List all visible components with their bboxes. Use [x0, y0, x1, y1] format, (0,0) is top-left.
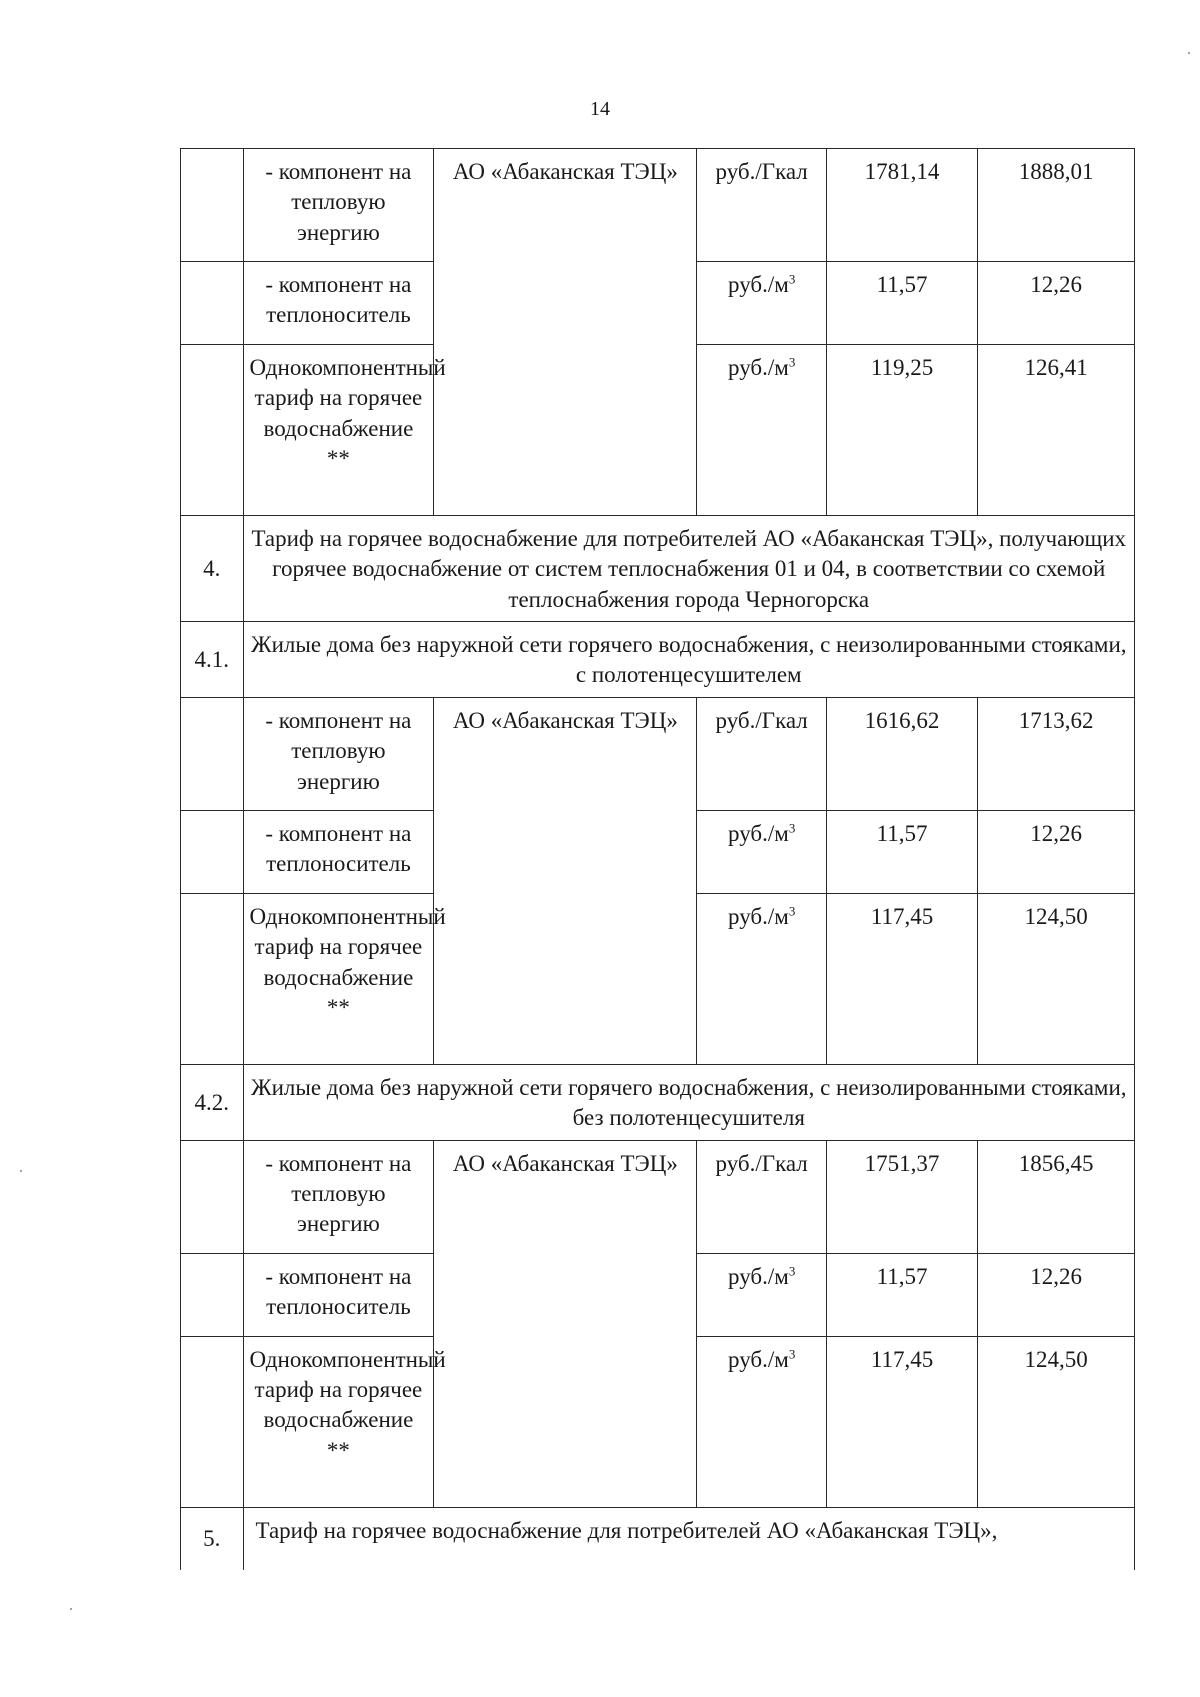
- table-row: [181, 1140, 1135, 1253]
- tariff-value-1: 119,25: [826, 345, 977, 516]
- unit-cell: [697, 810, 826, 893]
- unit-base: руб./м: [728, 1346, 789, 1372]
- unit-base: руб./м: [728, 820, 789, 846]
- unit-base: руб./м: [728, 355, 789, 380]
- section-title: Тариф на горячее водоснабжение для потребителей АО «Абаканская ТЭЦ»,: [243, 1507, 1135, 1570]
- section-number: 4.1.: [181, 622, 244, 698]
- tariff-value-1: 1616,62: [826, 697, 977, 810]
- tariff-value-1: 1751,37: [826, 1140, 977, 1253]
- tariff-value-1: 11,57: [826, 262, 977, 345]
- unit-exponent: 3: [788, 1262, 796, 1278]
- tariff-value-2: 126,41: [978, 345, 1135, 516]
- page-number: 14: [590, 98, 610, 120]
- section-row: [181, 1507, 1135, 1570]
- single-tariff-label: Однокомпонентный тариф на горячее водоснабжение **: [243, 345, 434, 516]
- scan-speck: [1188, 52, 1190, 54]
- number-cell: [181, 810, 244, 893]
- unit-base: руб./м: [728, 272, 789, 297]
- tariff-value-2: 12,26: [978, 262, 1135, 345]
- tariff-value-1: 11,57: [826, 810, 977, 893]
- unit-exponent: 3: [788, 354, 796, 370]
- tariff-table: [180, 148, 1135, 1570]
- number-cell: [181, 1140, 244, 1253]
- component-carrier-label: - компонент на теплоноситель: [243, 1253, 434, 1336]
- number-cell: [181, 1336, 244, 1507]
- tariff-value-1: 11,57: [826, 1253, 977, 1336]
- tariff-value-2: 124,50: [978, 1336, 1135, 1507]
- component-carrier-label: - компонент на теплоноситель: [243, 262, 434, 345]
- section-row: [181, 516, 1135, 622]
- scan-speck: [20, 1170, 22, 1172]
- unit-cell: руб./Гкал: [697, 1140, 826, 1253]
- unit-exponent: 3: [788, 271, 796, 287]
- unit-cell: [697, 1253, 826, 1336]
- organization-cell: АО «Абаканская ТЭЦ»: [434, 1140, 697, 1507]
- component-heat-label: - компонент на тепловую энергию: [243, 697, 434, 810]
- single-tariff-label: Однокомпонентный тариф на горячее водоснабжение **: [243, 893, 434, 1064]
- unit-exponent: 3: [788, 820, 796, 836]
- number-cell: [181, 149, 244, 262]
- number-cell: [181, 345, 244, 516]
- component-heat-label: - компонент на тепловую энергию: [243, 149, 434, 262]
- table-row: [181, 149, 1135, 262]
- tariff-value-1: 1781,14: [826, 149, 977, 262]
- section-number: 4.: [181, 516, 244, 622]
- section-title: Жилые дома без наружной сети горячего водоснабжения, с неизолированными стояками, без полотенцесушителя: [243, 1064, 1135, 1140]
- scan-speck: [70, 1608, 72, 1610]
- tariff-value-2: 1888,01: [978, 149, 1135, 262]
- unit-cell: [697, 262, 826, 345]
- component-heat-label: - компонент на тепловую энергию: [243, 1140, 434, 1253]
- unit-cell: руб./Гкал: [697, 697, 826, 810]
- tariff-value-2: 12,26: [978, 1253, 1135, 1336]
- section-row: [181, 1064, 1135, 1140]
- unit-cell: руб./Гкал: [697, 149, 826, 262]
- section-title: Жилые дома без наружной сети горячего водоснабжения, с неизолированными стояками, с полотенцесушителем: [243, 622, 1135, 698]
- unit-cell: [697, 1336, 826, 1507]
- number-cell: [181, 893, 244, 1064]
- tariff-value-2: 124,50: [978, 893, 1135, 1064]
- table-row: [181, 697, 1135, 810]
- section-number: 5.: [181, 1507, 244, 1570]
- single-tariff-label: Однокомпонентный тариф на горячее водоснабжение **: [243, 1336, 434, 1507]
- number-cell: [181, 262, 244, 345]
- tariff-value-1: 117,45: [826, 1336, 977, 1507]
- unit-cell: [697, 345, 826, 516]
- number-cell: [181, 697, 244, 810]
- unit-base: руб./м: [728, 1263, 789, 1289]
- tariff-value-2: 1856,45: [978, 1140, 1135, 1253]
- component-carrier-label: - компонент на теплоноситель: [243, 810, 434, 893]
- unit-exponent: 3: [788, 1345, 796, 1361]
- unit-cell: [697, 893, 826, 1064]
- tariff-value-2: 1713,62: [978, 697, 1135, 810]
- number-cell: [181, 1253, 244, 1336]
- section-row: [181, 622, 1135, 698]
- section-number: 4.2.: [181, 1064, 244, 1140]
- section-title: Тариф на горячее водоснабжение для потребителей АО «Абаканская ТЭЦ», получающих горячее водоснабжение от систем теплоснабжения 01 и 04, в соответствии со схемой теплоснабжения города Черногорска: [243, 516, 1135, 622]
- organization-cell: АО «Абаканская ТЭЦ»: [434, 697, 697, 1064]
- tariff-value-2: 12,26: [978, 810, 1135, 893]
- tariff-value-1: 117,45: [826, 893, 977, 1064]
- unit-exponent: 3: [788, 903, 796, 919]
- organization-cell: АО «Абаканская ТЭЦ»: [434, 149, 697, 516]
- unit-base: руб./м: [728, 903, 789, 929]
